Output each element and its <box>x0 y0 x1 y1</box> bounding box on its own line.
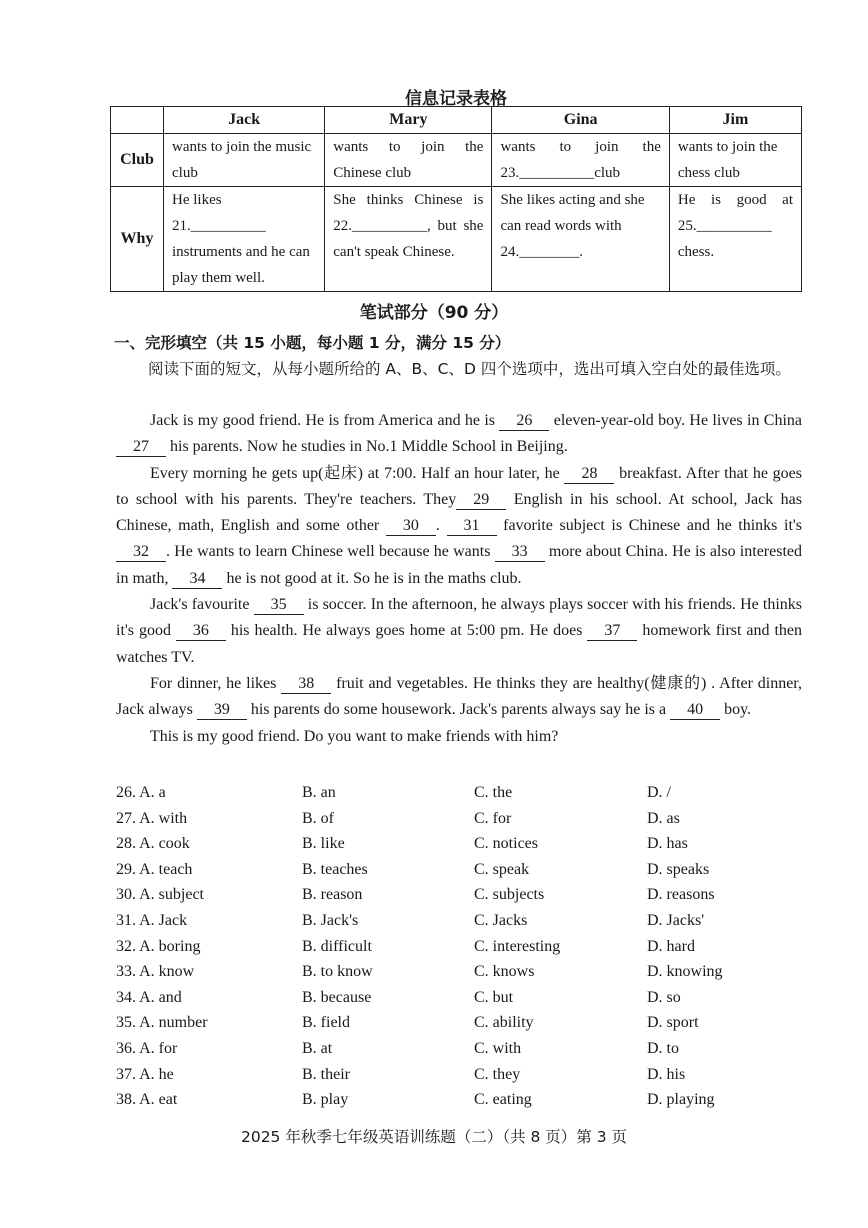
question-options-row <box>116 934 802 960</box>
option-a: 30. A. subject <box>116 886 204 904</box>
passage-paragraph: This is my good friend. Do you want to make friends with him? <box>150 727 559 745</box>
question-options-row <box>116 1010 802 1036</box>
passage-text: favorite subject is Chinese and he thinks it's <box>496 517 803 535</box>
passage-text: he is not good at it. So he is in the maths club. <box>222 569 522 587</box>
table-corner-cell <box>111 107 164 134</box>
option-d: D. / <box>647 784 671 801</box>
blank-30: 30 <box>386 517 436 536</box>
blank-37: 37 <box>587 622 637 641</box>
row-label-club: Club <box>111 134 164 187</box>
question-options-row <box>116 1087 802 1113</box>
option-d: D. reasons <box>647 886 715 904</box>
passage-text: his parents. Now he studies in No.1 Middle School in Beijing. <box>166 438 568 456</box>
option-c: C. with <box>474 1039 522 1057</box>
option-d: D. has <box>647 835 688 853</box>
option-a: 37. A. he <box>116 1065 174 1083</box>
passage-text: eleven-year-old boy. He lives in China <box>549 412 802 429</box>
passage-text: his parents do some housework. Jack's parents always say he is a <box>246 701 671 719</box>
option-c: C. they <box>474 1065 521 1083</box>
passage-text: is soccer. In the afternoon, he always plays soccer with his friends. He thinks it's good <box>116 596 802 640</box>
option-d: D. Jacks' <box>647 911 705 929</box>
passage-paragraph <box>116 592 802 671</box>
option-d: D. as <box>647 809 680 827</box>
blank-32: 32 <box>116 543 166 562</box>
question-options-row <box>116 1062 802 1088</box>
answer-options <box>116 780 802 1113</box>
passage-text: For dinner, he likes <box>150 674 282 692</box>
option-a: 34. A. and <box>116 988 182 1006</box>
passage-paragraph <box>116 408 802 461</box>
cloze-instruction: 阅读下面的短文，从每小题所给的 A、B、C、D 四个选项中，选出可填入空白处的最佳选项。 <box>148 360 791 378</box>
written-section-title: 笔试部分（90 分） <box>359 303 509 323</box>
blank-40: 40 <box>670 701 720 720</box>
cell-jim-club: wants to join the chess club <box>669 134 801 187</box>
option-c: C. notices <box>474 835 538 853</box>
passage-text: Jack is my good friend. He is from America and he is <box>150 412 500 429</box>
page-footer: 2025 年秋季七年级英语训练题（二）（共 8 页）第 3 页 <box>240 1128 628 1146</box>
question-options-row <box>116 1036 802 1062</box>
passage-text: . He wants to learn Chinese well because he wants <box>166 543 495 561</box>
header-gina: Gina <box>492 107 669 134</box>
header-jack: Jack <box>164 107 325 134</box>
passage-paragraph <box>116 461 802 592</box>
passage-text: boy. <box>720 701 752 719</box>
option-d: D. so <box>647 988 681 1006</box>
option-b: B. teaches <box>302 860 368 878</box>
passage-text: . <box>435 517 447 535</box>
passage-paragraph <box>116 671 802 724</box>
option-a: 35. A. number <box>116 1014 208 1032</box>
blank-38: 38 <box>281 675 331 694</box>
option-b: B. an <box>302 784 336 801</box>
blank-33: 33 <box>495 543 545 562</box>
option-d: D. his <box>647 1065 686 1083</box>
option-c: C. but <box>474 988 514 1006</box>
cell-mary-club: wants to join the Chinese club <box>325 134 492 187</box>
option-a: 36. A. for <box>116 1039 178 1057</box>
question-options-row <box>116 882 802 908</box>
cloze-part-title: 一、完形填空（共 15 小题，每小题 1 分，满分 15 分） <box>114 334 511 352</box>
table-title: 信息记录表格 <box>405 89 507 109</box>
question-options-row <box>116 831 802 857</box>
passage-text: homework first and then watches TV. <box>116 622 803 666</box>
option-a: 32. A. boring <box>116 937 201 955</box>
option-a: 38. A. eat <box>116 1091 178 1109</box>
option-b: B. their <box>302 1065 350 1083</box>
cloze-passage <box>116 408 802 750</box>
passage-text: Jack's favourite <box>150 596 254 614</box>
option-c: C. Jacks <box>474 911 528 929</box>
passage-text: more about China. He is also interested in math, <box>116 543 803 587</box>
option-c: C. interesting <box>474 937 561 955</box>
option-c: C. ability <box>474 1014 534 1032</box>
question-options-row <box>116 780 802 806</box>
passage-text: his health. He always goes home at 5:00 pm. He does <box>225 622 588 640</box>
option-d: D. hard <box>647 937 695 955</box>
passage-text: English in his school. At school, Jack has Chinese, math, English and some other <box>116 490 802 535</box>
cell-gina-why: She likes acting and she can read words with 24.________. <box>492 187 669 292</box>
option-b: B. to know <box>302 963 373 981</box>
blank-29: 29 <box>456 491 506 510</box>
cell-jim-why: He is good at 25.__________ chess. <box>669 187 801 292</box>
option-d: D. playing <box>647 1091 715 1109</box>
option-a: 27. A. with <box>116 809 188 827</box>
cell-jack-club: wants to join the music club <box>164 134 325 187</box>
blank-28: 28 <box>564 465 614 484</box>
option-b: B. play <box>302 1091 349 1109</box>
question-options-row <box>116 959 802 985</box>
header-mary: Mary <box>325 107 492 134</box>
blank-35: 35 <box>254 596 304 615</box>
option-b: B. difficult <box>302 937 372 955</box>
option-c: C. knows <box>474 963 535 981</box>
option-a: 26. A. a <box>116 784 166 801</box>
option-d: D. knowing <box>647 963 723 981</box>
blank-31: 31 <box>447 517 497 536</box>
blank-34: 34 <box>172 570 222 589</box>
blank-36: 36 <box>176 622 226 641</box>
question-options-row <box>116 857 802 883</box>
cell-gina-club: wants to join the 23.__________club <box>492 134 669 187</box>
option-d: D. speaks <box>647 860 710 878</box>
table-header-row <box>111 107 802 134</box>
option-c: C. eating <box>474 1091 532 1109</box>
option-a: 28. A. cook <box>116 835 190 853</box>
blank-27: 27 <box>116 438 166 457</box>
option-b: B. reason <box>302 886 363 904</box>
blank-26: 26 <box>499 412 549 431</box>
info-record-table <box>110 106 802 292</box>
option-b: B. like <box>302 835 345 853</box>
option-c: C. subjects <box>474 886 545 904</box>
header-jim: Jim <box>669 107 801 134</box>
question-options-row <box>116 806 802 832</box>
option-b: B. because <box>302 988 372 1006</box>
passage-text: Every morning he gets up(起床) at 7:00. Half an hour later, he <box>150 464 565 482</box>
table-row-club <box>111 134 802 187</box>
cell-jack-why: He likes 21.__________ instruments and he can play them well. <box>164 187 325 292</box>
question-options-row <box>116 985 802 1011</box>
table-row-why <box>111 187 802 292</box>
option-a: 33. A. know <box>116 963 195 981</box>
passage-text: fruit and vegetables. He thinks they are healthy(健康的) . After dinner, Jack always <box>116 674 802 719</box>
passage-text: breakfast. After that he goes to school with his parents. They're teachers. They <box>116 464 802 508</box>
cell-mary-why: She thinks Chinese is 22.__________, but she can't speak Chinese. <box>325 187 492 292</box>
option-a: 31. A. Jack <box>116 911 188 929</box>
blank-39: 39 <box>197 701 247 720</box>
option-a: 29. A. teach <box>116 860 193 878</box>
option-d: D. to <box>647 1039 679 1057</box>
option-b: B. at <box>302 1039 333 1057</box>
option-d: D. sport <box>647 1014 699 1032</box>
option-b: B. Jack's <box>302 911 359 929</box>
row-label-why: Why <box>111 187 164 292</box>
option-c: C. speak <box>474 860 530 878</box>
question-options-row <box>116 908 802 934</box>
option-b: B. of <box>302 809 334 827</box>
option-c: C. the <box>474 784 513 801</box>
option-b: B. field <box>302 1014 350 1032</box>
option-c: C. for <box>474 809 512 827</box>
